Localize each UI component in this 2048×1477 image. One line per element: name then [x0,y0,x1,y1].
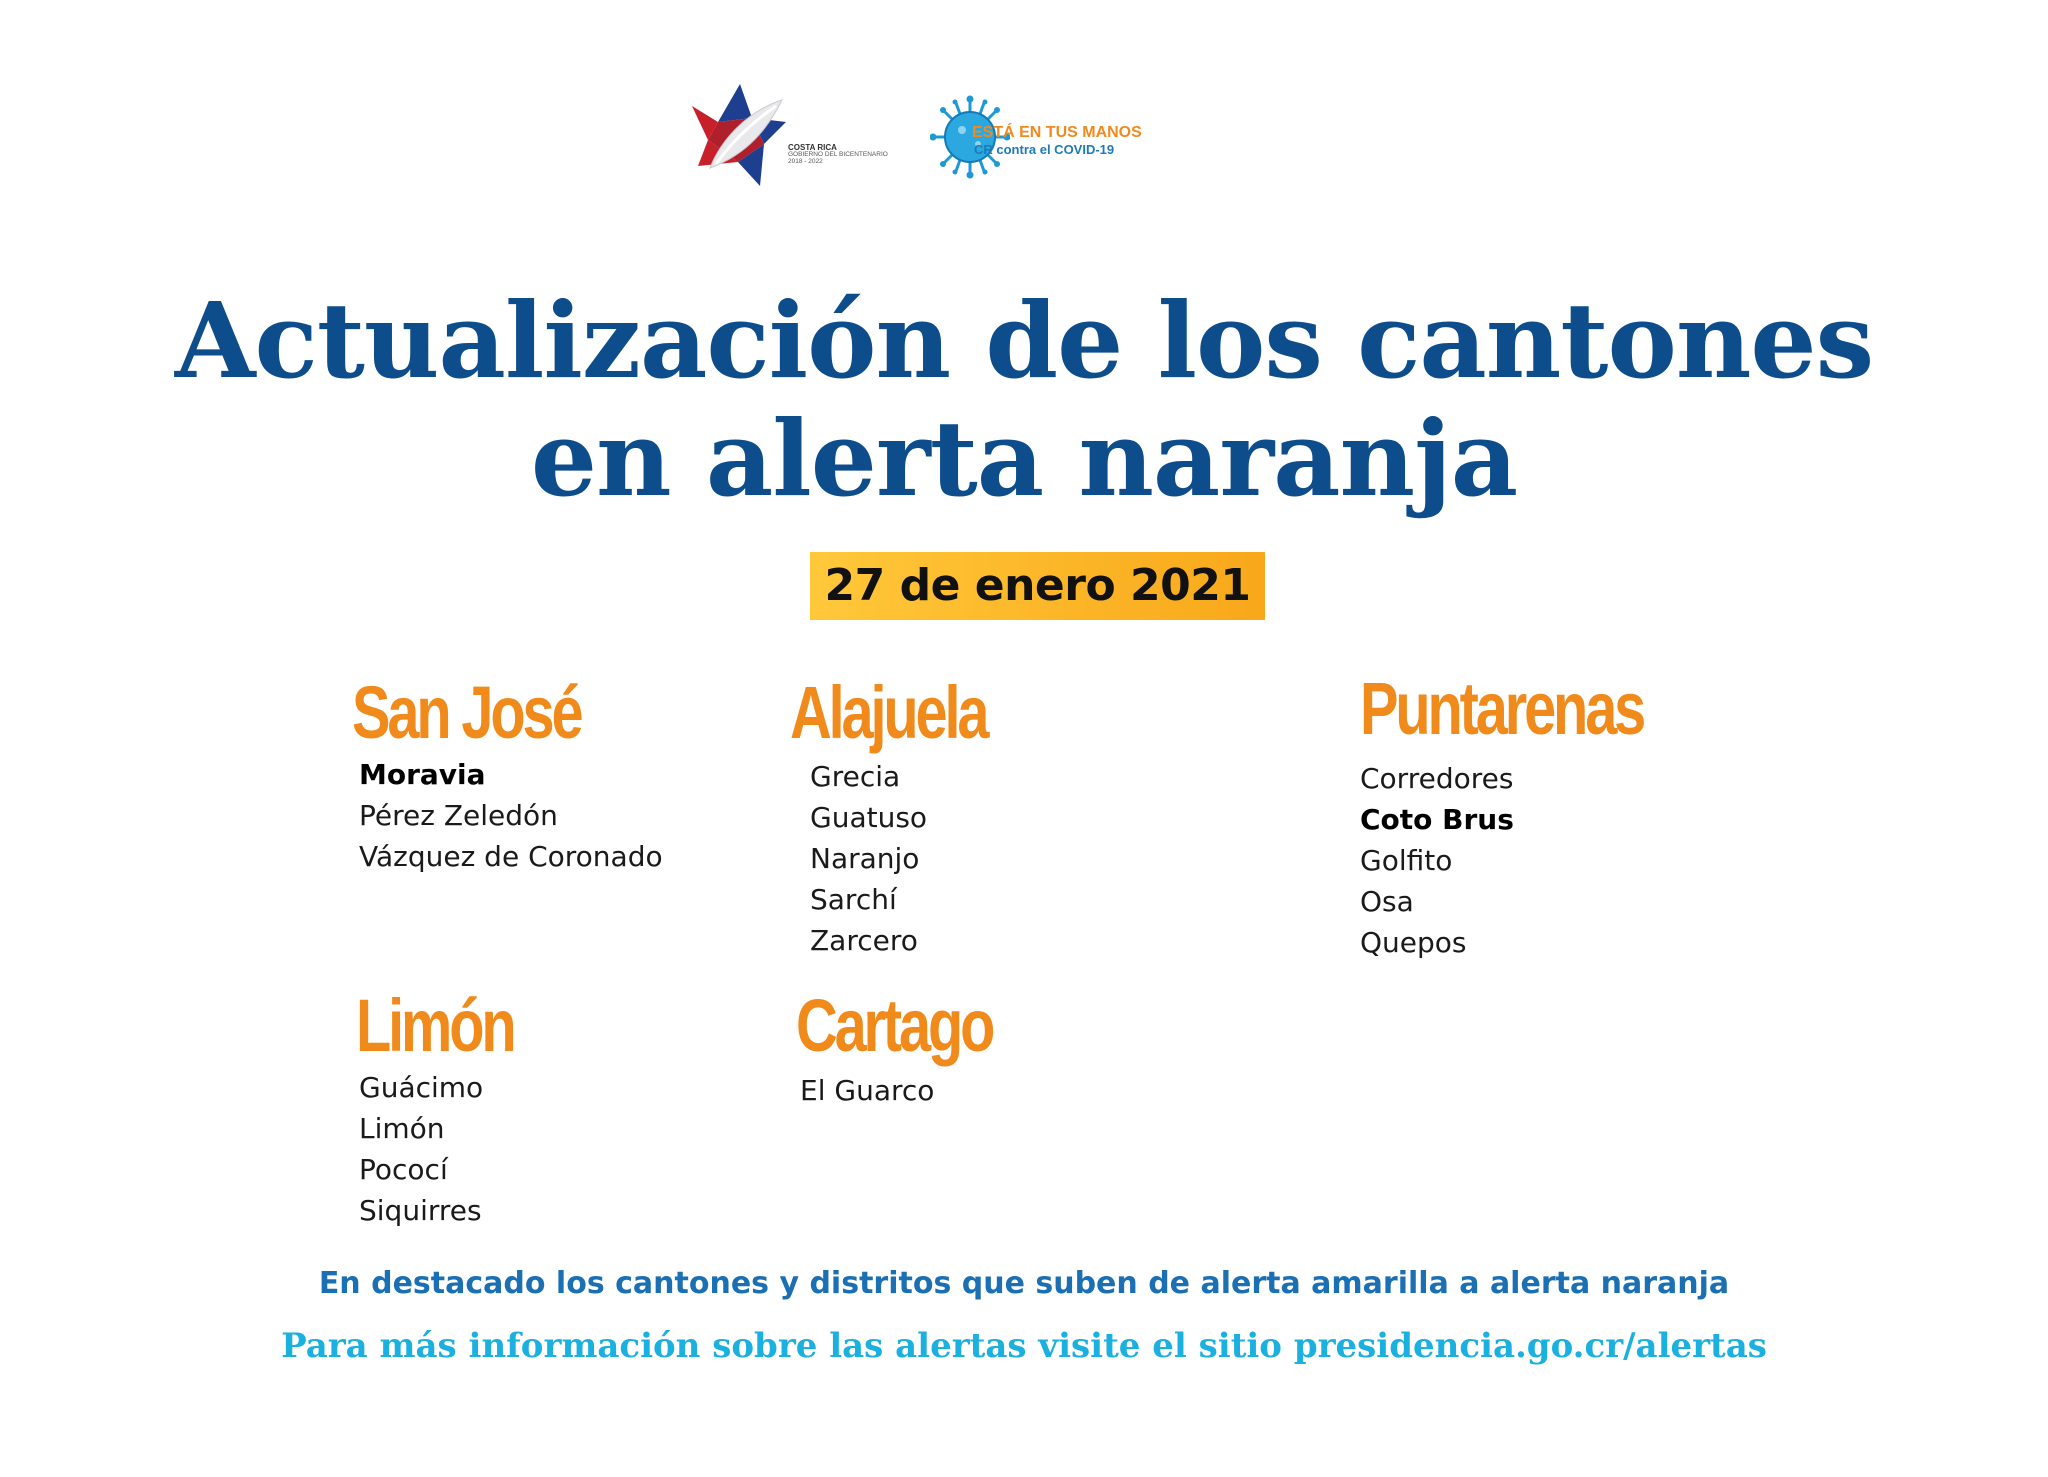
gov-country-label: COSTA RICA [788,143,837,152]
more-info-text: Para más información sobre las alertas visite el sitio presidencia.go.cr/alertas [281,1326,1767,1366]
canton-list-alajuela [810,756,1042,961]
covid-campaign-logo [930,92,1150,187]
canton-item: El Guarco [800,1074,935,1107]
page-title [0,279,2048,520]
canton-item: Quepos [1360,926,1467,959]
province-name-alajuela: Alajuela [790,671,987,754]
canton-item: Grecia [810,760,901,793]
canton-item: Corredores [1360,762,1514,795]
province-san-jose [352,672,663,877]
province-name-limon: Limón [356,984,514,1067]
canton-item: Vázquez de Coronado [359,840,663,873]
canton-list-puntarenas [1360,758,1723,963]
canton-item: Moravia [359,758,486,791]
date-badge: 27 de enero 2021 [810,552,1265,620]
title-line-1: Actualización de los cantones [174,279,1874,402]
province-name-puntarenas: Puntarenas [1360,667,1644,750]
province-name-cartago: Cartago [796,984,993,1067]
canton-item: Zarcero [810,924,918,957]
gov-subtitle-label: GOBIERNO DEL BICENTENARIO [788,151,888,159]
canton-list-cartago [800,1070,1048,1111]
covid-slogan-line1: ESTÁ EN TUS MANOS [972,124,1142,141]
government-logo [690,82,900,192]
canton-item: Sarchí [810,883,897,916]
canton-list-limon [359,1067,558,1231]
province-puntarenas [1360,668,1723,963]
gov-years-label: 2018 - 2022 [788,158,823,166]
canton-item: Limón [359,1112,445,1145]
covid-slogan-line2: CR contra el COVID-19 [974,142,1115,157]
province-limon [356,985,558,1231]
costa-rica-star-logo-icon [690,82,790,192]
canton-item: Golfito [1360,844,1453,877]
canton-item: Naranjo [810,842,920,875]
canton-list-san-jose [359,754,663,877]
canton-item: Guácimo [359,1071,484,1104]
canton-item: Siquirres [359,1194,482,1227]
canton-item: Pococí [359,1153,448,1186]
canton-item: Osa [1360,885,1414,918]
canton-item: Coto Brus [1360,803,1514,836]
province-cartago [796,985,1048,1111]
highlight-note: En destacado los cantones y distritos que suben de alerta amarilla a alerta naranja [318,1266,1730,1301]
province-alajuela [790,672,1042,961]
province-name-san-jose: San José [352,671,581,754]
canton-item: Guatuso [810,801,928,834]
title-line-2: en alerta naranja [530,397,1518,520]
canton-item: Pérez Zeledón [359,799,558,832]
